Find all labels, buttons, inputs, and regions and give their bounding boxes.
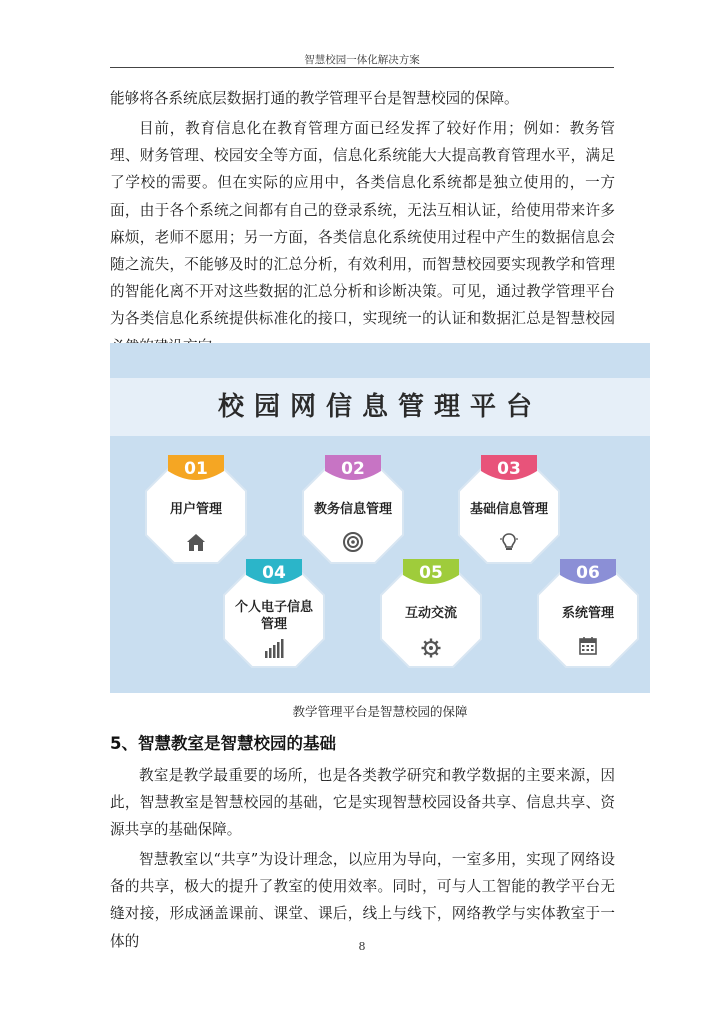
module-card-basic-info <box>457 461 561 565</box>
card-label: 用户管理 <box>169 502 222 517</box>
house-icon <box>185 531 207 553</box>
module-card-academic-info <box>301 461 405 565</box>
paragraph-2: 目前，教育信息化在教育管理方面已经发挥了较好作用；例如：教务管理、财务管理、校园安全等方面，信息化系统能大大提高教育管理水平，满足了学校的需要。但在实际的应用中，各类信息化系统都是独立使用的，一方面，由于各个系统之间都有自己的登录系统，无法互相认证，给使用带来许多麻烦，老师不愿用；另一方面，各类信息化系统使用过程中产生的数据信息会随之流失，不能够及时的汇总分析，有效利用，而智慧校园要实现教学和管理的智能化离不开对这些数据的汇总分析和诊断决策。可见，通过教学管理平台为各类信息化系统提供标准化的接口，实现统一的认证和数据汇总是智慧校园 <box>110 120 615 328</box>
bar-chart-icon <box>263 637 285 659</box>
paragraph-4: 智慧教室以“共享”为设计理念，以应用为导向，一室多用，实现了网络设备的共享，极大的提升了教室的使用效率。同时，可与人工智能的教学平台无缝对接，形成涵盖课前、课堂、课后，线上与线下，网络教学与实体教室于一体的 <box>110 851 615 950</box>
module-card-personal-e-info <box>222 565 326 669</box>
lightbulb-icon <box>498 531 520 553</box>
card-number: 01 <box>184 459 208 479</box>
card-number: 04 <box>262 563 286 583</box>
section-heading: 5、智慧教室是智慧校园的基础 <box>110 734 336 753</box>
card-label: 教务信息管理 <box>313 502 392 517</box>
figure-caption: 教学管理平台是智慧校园的保障 <box>292 704 468 719</box>
page-number: 8 <box>358 940 366 953</box>
card-label: 系统管理 <box>561 606 614 621</box>
figure-banner <box>110 378 650 436</box>
figure-title: 校园网信息管理平台 <box>217 392 542 422</box>
card-number: 05 <box>419 563 443 583</box>
platform-figure <box>110 343 650 693</box>
target-icon <box>342 531 364 553</box>
gear-icon <box>420 637 442 659</box>
module-card-user-management <box>144 461 248 565</box>
card-label: 个人电子信息管理 <box>234 600 313 632</box>
card-label: 互动交流 <box>404 606 457 621</box>
module-card-interaction <box>379 565 483 669</box>
calendar-icon <box>577 635 599 657</box>
page-header: 智慧校园一体化解决方案 <box>304 54 420 66</box>
card-number: 06 <box>576 563 600 583</box>
paragraph-3: 教室是教学最重要的场所，也是各类教学研究和教学数据的主要来源，因此，智慧教室是智慧校园的基础，它是实现智慧校园设备共享、信息共享、资源共享的基础保障。 <box>110 767 615 839</box>
card-number: 03 <box>497 459 521 479</box>
module-card-system-management <box>536 565 640 669</box>
header-rule <box>110 67 614 68</box>
paragraph-1: 能够将各系统底层数据打通的教学管理平台是智慧校园的保障。 <box>110 90 519 107</box>
card-number: 02 <box>341 459 365 479</box>
card-label: 基础信息管理 <box>469 502 548 517</box>
